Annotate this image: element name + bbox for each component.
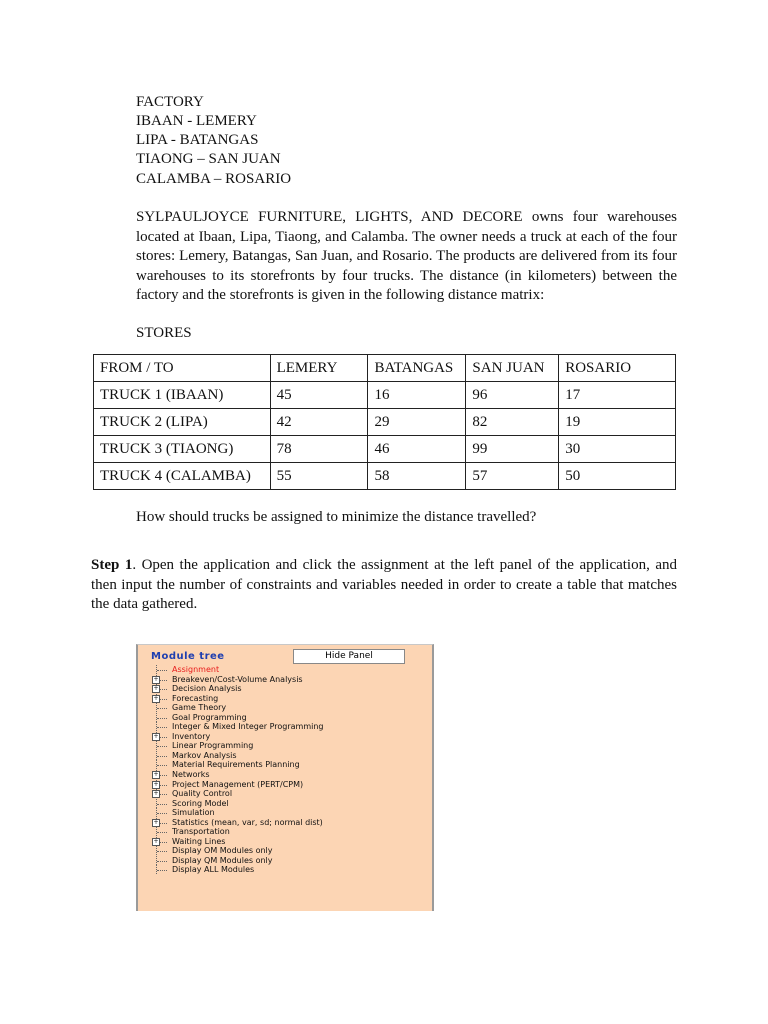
- module-tree-item[interactable]: [150, 703, 324, 713]
- matrix-header-cell: SAN JUAN: [466, 355, 559, 382]
- module-tree-item[interactable]: [150, 665, 324, 675]
- module-tree-item[interactable]: [150, 684, 324, 694]
- module-tree-item[interactable]: [150, 865, 324, 875]
- expand-icon[interactable]: +: [153, 694, 159, 702]
- module-tree-item-label: Display OM Modules only: [172, 846, 273, 856]
- matrix-header-row: [94, 355, 676, 382]
- module-tree-item[interactable]: [150, 799, 324, 809]
- module-tree-item[interactable]: [150, 713, 324, 723]
- module-tree-item[interactable]: [150, 789, 324, 799]
- distance-cell: 30: [559, 436, 676, 463]
- module-tree-item-label: Breakeven/Cost-Volume Analysis: [172, 674, 303, 684]
- tree-connector: [156, 703, 169, 712]
- distance-cell: 82: [466, 409, 559, 436]
- expand-icon[interactable]: +: [153, 837, 159, 845]
- step-1-label: Step 1: [91, 557, 133, 573]
- module-tree-item[interactable]: [150, 846, 324, 856]
- module-tree-item[interactable]: [150, 675, 324, 685]
- header-line-lipa: LIPA - BATANGAS: [136, 132, 259, 148]
- module-tree-item[interactable]: [150, 827, 324, 837]
- tree-connector: [156, 856, 169, 865]
- module-tree-item-label: Simulation: [172, 808, 215, 818]
- module-tree-item[interactable]: [150, 808, 324, 818]
- tree-connector: [156, 665, 169, 674]
- distance-cell: 16: [368, 382, 466, 409]
- expand-icon[interactable]: +: [153, 771, 159, 779]
- module-tree-item[interactable]: [150, 732, 324, 742]
- module-tree-item-label: Statistics (mean, var, sd; normal dist): [172, 817, 323, 827]
- table-row: [94, 463, 676, 490]
- module-tree-item-label: Linear Programming: [172, 741, 254, 751]
- module-tree-item[interactable]: [150, 837, 324, 847]
- distance-cell: 58: [368, 463, 466, 490]
- module-tree-item[interactable]: [150, 722, 324, 732]
- module-tree-screenshot: [136, 644, 434, 911]
- distance-cell: 57: [466, 463, 559, 490]
- module-tree-item-label: Forecasting: [172, 693, 219, 703]
- distance-cell: 45: [270, 382, 368, 409]
- module-tree-item-label: Material Requirements Planning: [172, 760, 300, 770]
- distance-cell: 99: [466, 436, 559, 463]
- expand-icon[interactable]: +: [153, 685, 159, 693]
- tree-connector: [156, 741, 169, 750]
- tree-connector: [156, 713, 169, 722]
- matrix-header-cell: FROM / TO: [94, 355, 271, 382]
- table-row: [94, 409, 676, 436]
- module-tree-title: Module tree: [151, 651, 225, 662]
- truck-cell: TRUCK 2 (LIPA): [94, 409, 271, 436]
- stores-label: STORES: [136, 325, 192, 341]
- header-line-tiaong: TIAONG – SAN JUAN: [136, 151, 281, 167]
- tree-connector: [156, 808, 169, 817]
- header-line-factory: FACTORY: [136, 94, 204, 110]
- distance-cell: 17: [559, 382, 676, 409]
- distance-cell: 46: [368, 436, 466, 463]
- expand-icon[interactable]: +: [153, 780, 159, 788]
- header-line-ibaan: IBAAN - LEMERY: [136, 113, 257, 129]
- module-tree-item-label: Display QM Modules only: [172, 855, 273, 865]
- expand-icon[interactable]: +: [153, 818, 159, 826]
- matrix-header-cell: LEMERY: [270, 355, 368, 382]
- distance-cell: 96: [466, 382, 559, 409]
- module-tree-item[interactable]: [150, 770, 324, 780]
- module-tree-item[interactable]: [150, 818, 324, 828]
- module-tree-item-label: Quality Control: [172, 789, 233, 799]
- distance-cell: 50: [559, 463, 676, 490]
- module-tree-item-label: Waiting Lines: [172, 836, 226, 846]
- truck-cell: TRUCK 1 (IBAAN): [94, 382, 271, 409]
- module-tree-item-label: Scoring Model: [172, 798, 229, 808]
- module-tree-item[interactable]: [150, 856, 324, 866]
- tree-connector: [156, 846, 169, 855]
- step-1-paragraph: [91, 556, 677, 615]
- intro-paragraph: SYLPAULJOYCE FURNITURE, LIGHTS, AND DECORE owns four warehouses located at Ibaan, Lipa, Tiaong, and Calamba. The owner needs a truck at each of the four stores: Lemery, Batangas, San Juan, and Rosario. The products are delivered from its four warehouses to its storefronts by four trucks. The distance (in kilometers) between the factory and the storefronts is given in the following distance matrix:: [136, 209, 677, 303]
- question-text: How should trucks be assigned to minimize the distance travelled?: [136, 509, 537, 525]
- distance-matrix: [93, 354, 676, 490]
- expand-icon[interactable]: +: [153, 732, 159, 740]
- module-tree-item[interactable]: [150, 694, 324, 704]
- module-tree-item-label: Assignment: [172, 665, 220, 674]
- module-tree-item-label: Project Management (PERT/CPM): [172, 779, 304, 789]
- tree-connector: [156, 865, 169, 874]
- module-tree-item[interactable]: [150, 760, 324, 770]
- truck-cell: TRUCK 4 (CALAMBA): [94, 463, 271, 490]
- distance-cell: 78: [270, 436, 368, 463]
- tree-connector: [156, 827, 169, 836]
- module-tree-item-label: Integer & Mixed Integer Programming: [172, 722, 324, 732]
- module-tree-item[interactable]: [150, 751, 324, 761]
- distance-cell: 19: [559, 409, 676, 436]
- module-tree-item-label: Goal Programming: [172, 712, 247, 722]
- module-tree-item-label: Markov Analysis: [172, 750, 237, 760]
- matrix-header-cell: BATANGAS: [368, 355, 466, 382]
- hide-panel-button[interactable]: Hide Panel: [293, 649, 405, 664]
- module-tree-item-label: Decision Analysis: [172, 684, 242, 694]
- expand-icon[interactable]: +: [153, 675, 159, 683]
- module-tree-item[interactable]: [150, 741, 324, 751]
- tree-connector: [156, 799, 169, 808]
- tree-connector: [156, 751, 169, 760]
- distance-cell: 29: [368, 409, 466, 436]
- module-tree-item-label: Networks: [172, 770, 210, 780]
- expand-icon[interactable]: +: [153, 790, 159, 798]
- table-row: [94, 382, 676, 409]
- truck-cell: TRUCK 3 (TIAONG): [94, 436, 271, 463]
- module-tree-item-label: Transportation: [172, 827, 230, 837]
- module-tree-list: [150, 665, 324, 875]
- table-row: [94, 436, 676, 463]
- tree-connector: [156, 760, 169, 769]
- module-tree-item-label: Display ALL Modules: [172, 865, 255, 875]
- module-tree-item[interactable]: [150, 780, 324, 790]
- module-tree-item-label: Game Theory: [172, 703, 227, 713]
- module-tree-item-label: Inventory: [172, 731, 211, 741]
- step-1-text: . Open the application and click the assignment at the left panel of the application, and then input the number of constraints and variables needed in order to create a table that matches the data gathered.: [91, 557, 677, 612]
- header-line-calamba: CALAMBA – ROSARIO: [136, 171, 292, 187]
- tree-connector: [156, 722, 169, 731]
- matrix-header-cell: ROSARIO: [559, 355, 676, 382]
- distance-cell: 55: [270, 463, 368, 490]
- distance-cell: 42: [270, 409, 368, 436]
